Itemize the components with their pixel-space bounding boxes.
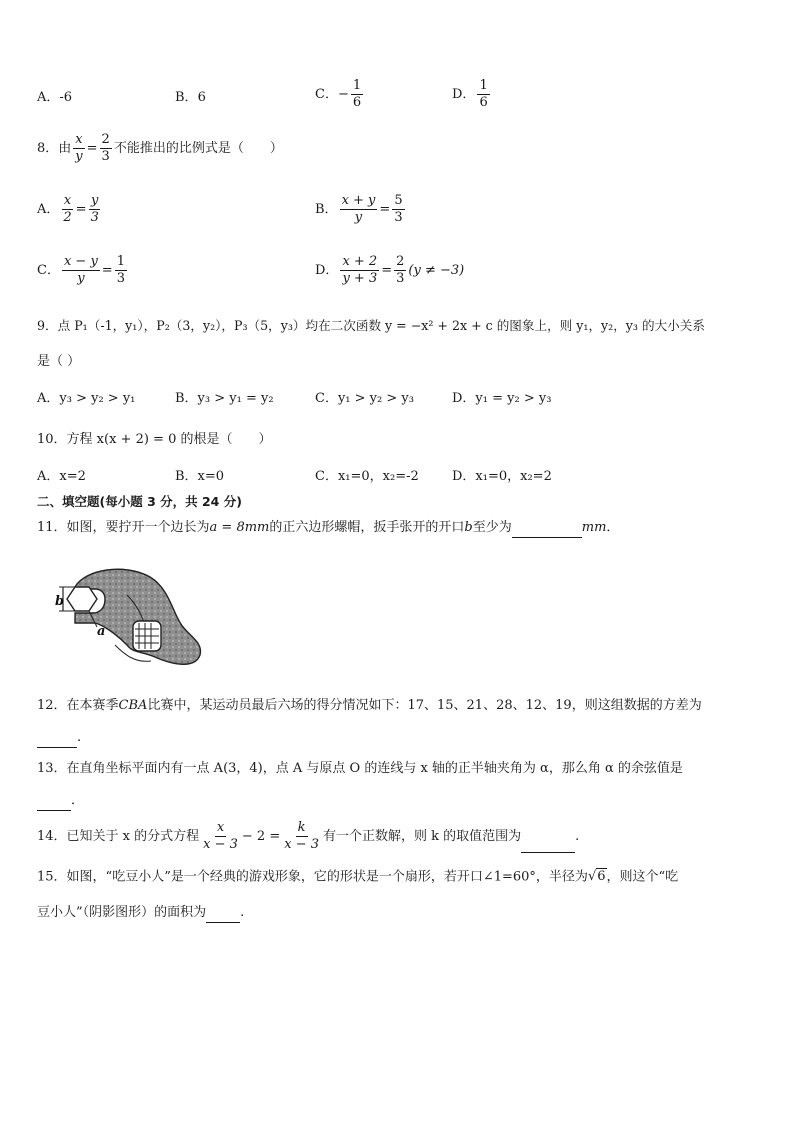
wrench-figure <box>55 565 205 670</box>
q8-option-b: B． $\frac{x + y}{y}$ = $\frac{5}{3}$ <box>315 193 403 225</box>
q9-stem-cont: 是（ ） <box>37 354 81 369</box>
q14-answer-blank[interactable] <box>521 838 575 853</box>
q11-stem: 11．如图，要拧开一个边长为a = 8mm的正六边形螺帽，扳手张开的开口b至少为 mm． <box>37 518 619 538</box>
section-title-fill-blanks: 二、填空题(每小题 3 分，共 24 分) <box>37 494 242 509</box>
q8-option-a: A． $\frac{x}{2}$ = $\frac{y}{3}$ <box>37 193 99 225</box>
wrench-label-a: a <box>97 624 106 639</box>
q10-option-c: C．x₁=0，x₂=-2 <box>315 469 419 484</box>
q12-stem: 12．在本赛季CBA比赛中，某运动员最后六场的得分情况如下：17、15、21、28、12、19，则这组数据的方差为 <box>37 698 702 713</box>
q11-answer-blank[interactable] <box>512 523 582 538</box>
q9-option-a: A．y₃ > y₂ > y₁ <box>37 391 136 406</box>
q7-option-d: D． $\frac{1}{6}$ <box>452 78 488 110</box>
q15-answer-blank[interactable] <box>206 908 240 923</box>
sqrt-radius: √6 <box>587 869 606 884</box>
q14-stem: 14．已知关于 x 的分式方程 $\frac{x}{x - 3}$ − 2 = $\frac{k}{x - 3}$ 有一个正数解，则 k 的取值范围为 . <box>37 820 580 852</box>
q8-option-c: C． $\frac{x - y}{y}$ = $\frac{1}{3}$ <box>37 254 125 286</box>
q9-option-b: B．y₃ > y₁ = y₂ <box>175 391 274 406</box>
q13-answer-blank[interactable] <box>37 796 71 811</box>
q7-option-b: B．6 <box>175 90 206 105</box>
q8-option-d: D． $\frac{x + 2}{y + 3}$ = $\frac{2}{3}$ (y ≠ −3) <box>315 254 465 286</box>
q15-stem: 15．如图，“吃豆小人”是一个经典的游戏形象，它的形状是一个扇形，若开口∠1=60°，半径为√6，则这个“吃 <box>37 867 678 888</box>
q12-answer-blank[interactable] <box>37 733 77 748</box>
q9-option-c: C．y₁ > y₂ > y₃ <box>315 391 414 406</box>
q7-option-a: A．-6 <box>37 90 73 105</box>
q13-stem: 13．在直角坐标平面内有一点 A(3，4)，点 A 与原点 O 的连线与 x 轴的正半轴夹角为 α，那么角 α 的余弦值是 <box>37 761 683 776</box>
q9-option-d: D．y₁ = y₂ > y₃ <box>452 391 552 406</box>
q10-option-a: A．x=2 <box>37 469 86 484</box>
q13-answer: ． <box>37 791 84 811</box>
q10-option-b: B．x=0 <box>175 469 225 484</box>
q12-answer: . <box>37 728 81 748</box>
q9-stem: 9．点 P₁（-1，y₁），P₂（3，y₂），P₃（5，y₃）均在二次函数 y = −x² + 2x + c 的图象上，则 y₁，y₂，y₃ 的大小关系 <box>37 318 705 333</box>
q10-stem: 10．方程 x(x + 2) = 0 的根是（ ） <box>37 432 272 447</box>
q8-stem: 8．由 $\frac{x}{y}$ = $\frac{2}{3}$ 不能推出的比例式是（ ） <box>37 132 283 164</box>
q10-option-d: D．x₁=0，x₂=2 <box>452 469 552 484</box>
q7-option-c: C．− $\frac{1}{6}$ <box>315 78 362 110</box>
wrench-label-b: b <box>55 594 65 609</box>
q15-stem-cont: 豆小人”（阴影图形）的面积为 . <box>37 903 244 923</box>
